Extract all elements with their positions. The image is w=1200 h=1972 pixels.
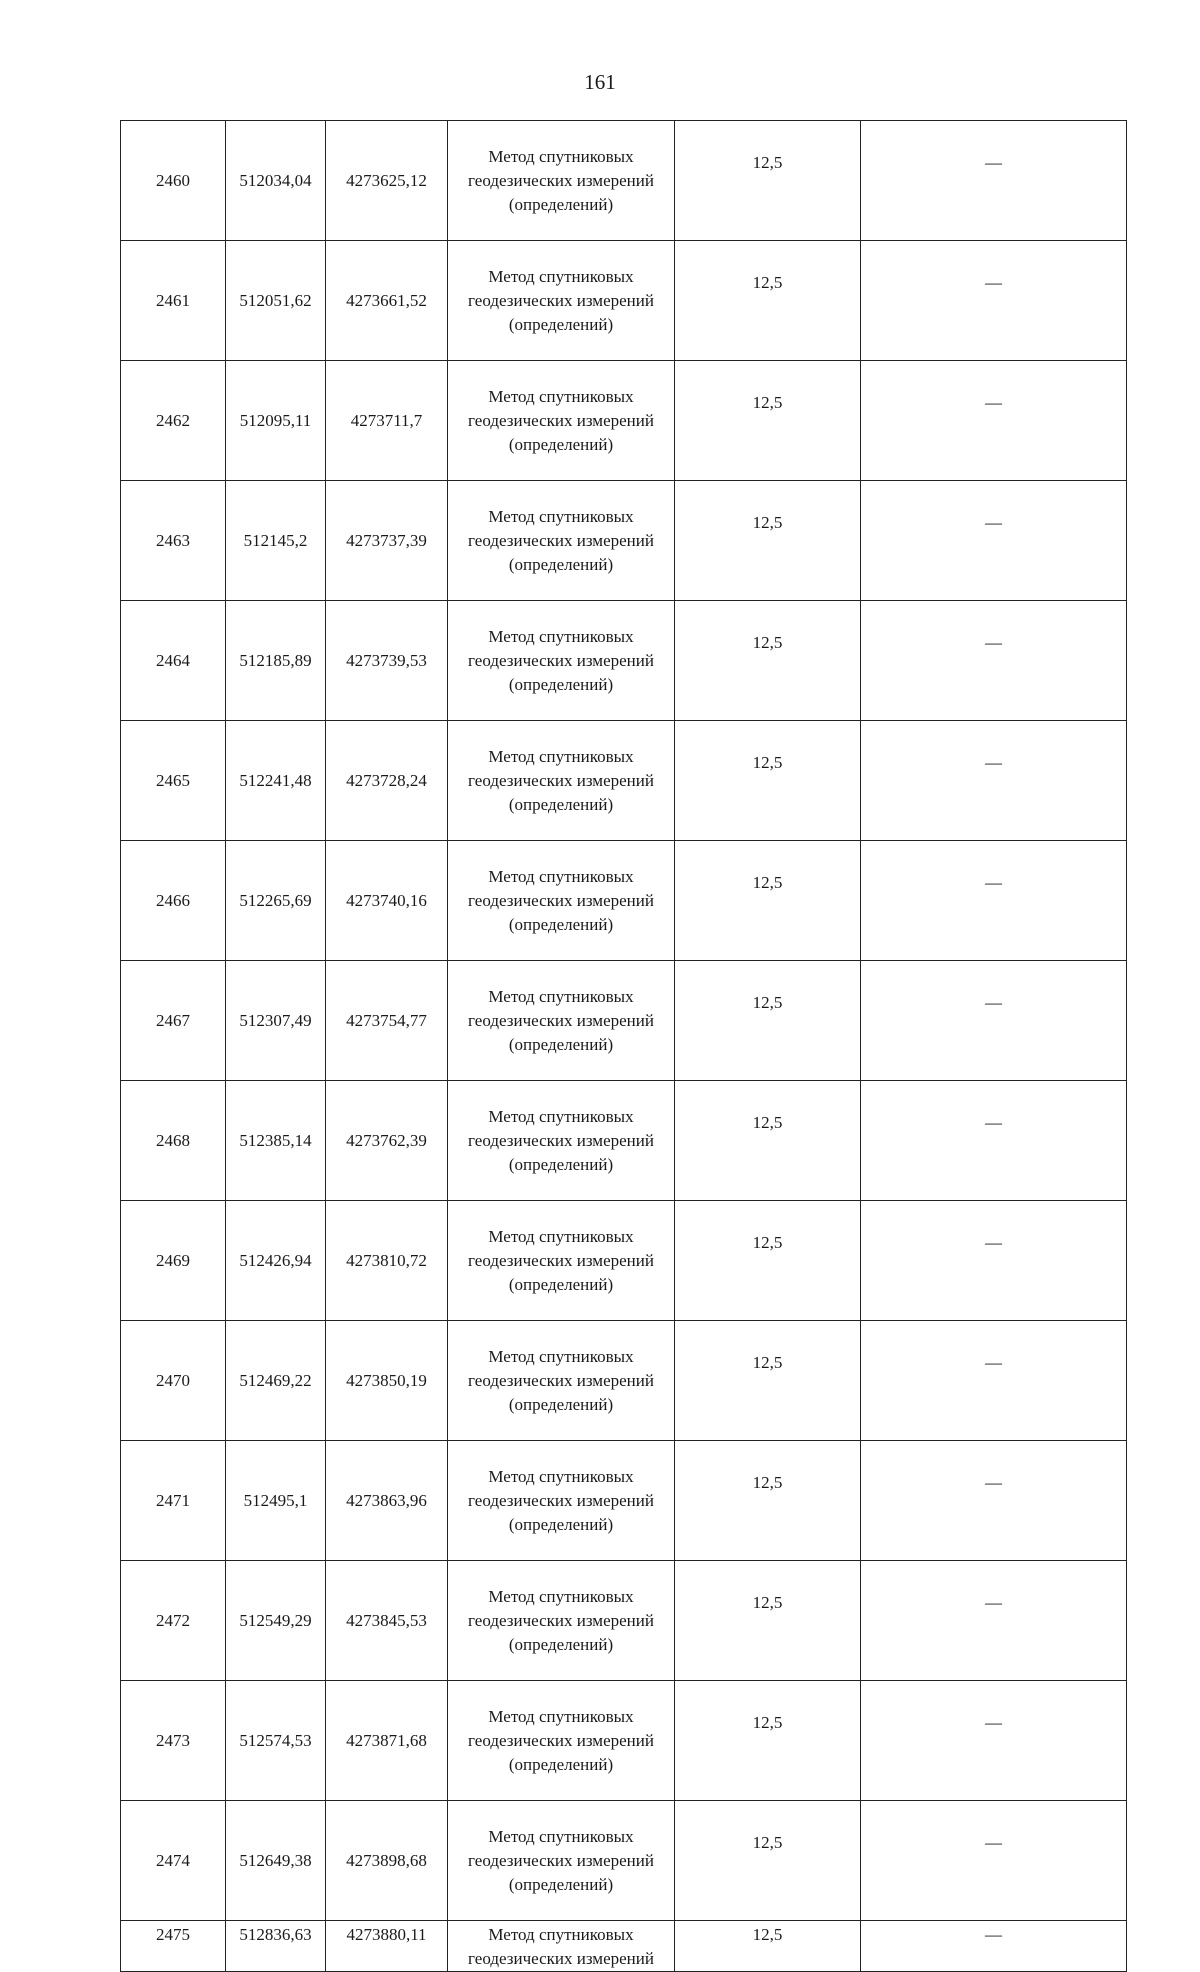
accuracy-cell: 12,5	[675, 841, 861, 961]
point-number-cell: 2468	[121, 1081, 226, 1201]
point-number-cell: 2475	[121, 1921, 226, 1972]
y-coordinate-cell: 4273880,11	[326, 1921, 448, 1972]
method-cell	[448, 961, 675, 1081]
accuracy-cell: 12,5	[675, 1441, 861, 1561]
method-cell	[448, 1321, 675, 1441]
x-coordinate-cell: 512649,38	[226, 1801, 326, 1921]
x-coordinate-cell: 512185,89	[226, 601, 326, 721]
note-cell: —	[861, 121, 1127, 241]
coordinates-table	[120, 120, 1127, 1972]
x-coordinate-cell: 512495,1	[226, 1441, 326, 1561]
x-coordinate-cell: 512836,63	[226, 1921, 326, 1972]
y-coordinate-cell: 4273850,19	[326, 1321, 448, 1441]
table-row	[121, 1441, 1127, 1561]
y-coordinate-cell: 4273871,68	[326, 1681, 448, 1801]
method-cell	[448, 721, 675, 841]
method-line: (определений)	[508, 314, 614, 334]
method-line: (определений)	[508, 554, 614, 574]
method-line: геодезических измерений	[468, 170, 654, 190]
method-line: (определений)	[508, 1754, 614, 1774]
table-row	[121, 121, 1127, 241]
method-cell	[448, 841, 675, 961]
y-coordinate-cell: 4273898,68	[326, 1801, 448, 1921]
accuracy-cell: 12,5	[675, 241, 861, 361]
note-cell: —	[861, 1561, 1127, 1681]
y-coordinate-cell: 4273739,53	[326, 601, 448, 721]
method-line: Метод спутниковых	[488, 626, 634, 646]
x-coordinate-cell: 512145,2	[226, 481, 326, 601]
accuracy-cell: 12,5	[675, 481, 861, 601]
method-line: геодезических измерений	[468, 1370, 654, 1390]
x-coordinate-cell: 512385,14	[226, 1081, 326, 1201]
method-cell	[448, 241, 675, 361]
accuracy-cell: 12,5	[675, 121, 861, 241]
method-line: Метод спутниковых	[488, 1346, 634, 1366]
method-line: Метод спутниковых	[488, 1826, 634, 1846]
point-number-cell: 2470	[121, 1321, 226, 1441]
note-cell: —	[861, 1201, 1127, 1321]
method-cell	[448, 1081, 675, 1201]
method-line: (определений)	[508, 674, 614, 694]
method-line: геодезических измерений	[468, 650, 654, 670]
method-line: геодезических измерений	[468, 1610, 654, 1630]
method-cell	[448, 1921, 675, 1972]
point-number-cell: 2473	[121, 1681, 226, 1801]
x-coordinate-cell: 512034,04	[226, 121, 326, 241]
method-line: геодезических измерений	[468, 410, 654, 430]
table-row	[121, 1201, 1127, 1321]
method-line: (определений)	[508, 434, 614, 454]
method-line: (определений)	[508, 1154, 614, 1174]
x-coordinate-cell: 512426,94	[226, 1201, 326, 1321]
method-line: геодезических измерений	[468, 1730, 654, 1750]
method-cell	[448, 601, 675, 721]
note-cell: —	[861, 241, 1127, 361]
point-number-cell: 2465	[121, 721, 226, 841]
note-cell: —	[861, 1321, 1127, 1441]
accuracy-cell: 12,5	[675, 1201, 861, 1321]
method-line: (определений)	[508, 1514, 614, 1534]
accuracy-cell: 12,5	[675, 961, 861, 1081]
method-line: геодезических измерений	[468, 770, 654, 790]
method-cell	[448, 1801, 675, 1921]
y-coordinate-cell: 4273762,39	[326, 1081, 448, 1201]
method-line: геодезических измерений	[468, 1250, 654, 1270]
method-line: (определений)	[508, 1634, 614, 1654]
point-number-cell: 2460	[121, 121, 226, 241]
point-number-cell: 2462	[121, 361, 226, 481]
method-line: геодезических измерений	[468, 1130, 654, 1150]
table-row	[121, 1681, 1127, 1801]
method-line: геодезических измерений	[468, 1010, 654, 1030]
method-line: (определений)	[508, 1034, 614, 1054]
point-number-cell: 2463	[121, 481, 226, 601]
method-line: Метод спутниковых	[488, 1706, 634, 1726]
point-number-cell: 2472	[121, 1561, 226, 1681]
x-coordinate-cell: 512265,69	[226, 841, 326, 961]
method-line: геодезических измерений	[468, 1949, 654, 1968]
note-cell: —	[861, 841, 1127, 961]
y-coordinate-cell: 4273625,12	[326, 121, 448, 241]
point-number-cell: 2471	[121, 1441, 226, 1561]
point-number-cell: 2466	[121, 841, 226, 961]
y-coordinate-cell: 4273740,16	[326, 841, 448, 961]
note-cell: —	[861, 1081, 1127, 1201]
method-line: Метод спутниковых	[488, 746, 634, 766]
table-row	[121, 1081, 1127, 1201]
note-cell: —	[861, 1921, 1127, 1972]
accuracy-cell: 12,5	[675, 361, 861, 481]
note-cell: —	[861, 601, 1127, 721]
point-number-cell: 2474	[121, 1801, 226, 1921]
page-number: 161	[584, 70, 616, 94]
y-coordinate-cell: 4273754,77	[326, 961, 448, 1081]
y-coordinate-cell: 4273863,96	[326, 1441, 448, 1561]
accuracy-cell: 12,5	[675, 721, 861, 841]
accuracy-cell: 12,5	[675, 1681, 861, 1801]
accuracy-cell: 12,5	[675, 601, 861, 721]
note-cell: —	[861, 1441, 1127, 1561]
table-row	[121, 1321, 1127, 1441]
note-cell: —	[861, 361, 1127, 481]
note-cell: —	[861, 721, 1127, 841]
x-coordinate-cell: 512095,11	[226, 361, 326, 481]
table-row	[121, 961, 1127, 1081]
method-line: геодезических измерений	[468, 1490, 654, 1510]
note-cell: —	[861, 961, 1127, 1081]
y-coordinate-cell: 4273661,52	[326, 241, 448, 361]
method-line: (определений)	[508, 1874, 614, 1894]
table-row	[121, 721, 1127, 841]
method-line: Метод спутниковых	[488, 1925, 634, 1944]
table-row	[121, 841, 1127, 961]
method-line: Метод спутниковых	[488, 146, 634, 166]
method-line: (определений)	[508, 194, 614, 214]
table-row	[121, 241, 1127, 361]
method-line: (определений)	[508, 1274, 614, 1294]
method-cell	[448, 1441, 675, 1561]
x-coordinate-cell: 512574,53	[226, 1681, 326, 1801]
y-coordinate-cell: 4273810,72	[326, 1201, 448, 1321]
table-row	[121, 1801, 1127, 1921]
method-line: Метод спутниковых	[488, 986, 634, 1006]
method-line: геодезических измерений	[468, 290, 654, 310]
x-coordinate-cell: 512241,48	[226, 721, 326, 841]
table-row	[121, 481, 1127, 601]
method-line: Метод спутниковых	[488, 1226, 634, 1246]
method-line: Метод спутниковых	[488, 1586, 634, 1606]
x-coordinate-cell: 512549,29	[226, 1561, 326, 1681]
method-line: (определений)	[508, 794, 614, 814]
method-cell	[448, 481, 675, 601]
method-line: Метод спутниковых	[488, 386, 634, 406]
x-coordinate-cell: 512307,49	[226, 961, 326, 1081]
method-cell	[448, 1561, 675, 1681]
method-line: геодезических измерений	[468, 1850, 654, 1870]
table-row	[121, 601, 1127, 721]
table-row	[121, 1921, 1127, 1972]
method-line: Метод спутниковых	[488, 506, 634, 526]
method-line: геодезических измерений	[468, 890, 654, 910]
y-coordinate-cell: 4273728,24	[326, 721, 448, 841]
method-line: (определений)	[508, 914, 614, 934]
accuracy-cell: 12,5	[675, 1561, 861, 1681]
accuracy-cell: 12,5	[675, 1321, 861, 1441]
method-line: Метод спутниковых	[488, 866, 634, 886]
y-coordinate-cell: 4273737,39	[326, 481, 448, 601]
point-number-cell: 2461	[121, 241, 226, 361]
method-line: Метод спутниковых	[488, 266, 634, 286]
x-coordinate-cell: 512469,22	[226, 1321, 326, 1441]
table-row	[121, 1561, 1127, 1681]
accuracy-cell: 12,5	[675, 1081, 861, 1201]
point-number-cell: 2464	[121, 601, 226, 721]
accuracy-cell: 12,5	[675, 1801, 861, 1921]
method-cell	[448, 361, 675, 481]
method-line: Метод спутниковых	[488, 1466, 634, 1486]
y-coordinate-cell: 4273845,53	[326, 1561, 448, 1681]
note-cell: —	[861, 1681, 1127, 1801]
table-body	[121, 121, 1127, 1972]
table-row	[121, 361, 1127, 481]
point-number-cell: 2467	[121, 961, 226, 1081]
note-cell: —	[861, 1801, 1127, 1921]
method-cell	[448, 1201, 675, 1321]
y-coordinate-cell: 4273711,7	[326, 361, 448, 481]
method-cell	[448, 121, 675, 241]
point-number-cell: 2469	[121, 1201, 226, 1321]
method-line: (определений)	[508, 1394, 614, 1414]
x-coordinate-cell: 512051,62	[226, 241, 326, 361]
method-line: Метод спутниковых	[488, 1106, 634, 1126]
method-line: геодезических измерений	[468, 530, 654, 550]
accuracy-cell: 12,5	[675, 1921, 861, 1972]
method-cell	[448, 1681, 675, 1801]
note-cell: —	[861, 481, 1127, 601]
